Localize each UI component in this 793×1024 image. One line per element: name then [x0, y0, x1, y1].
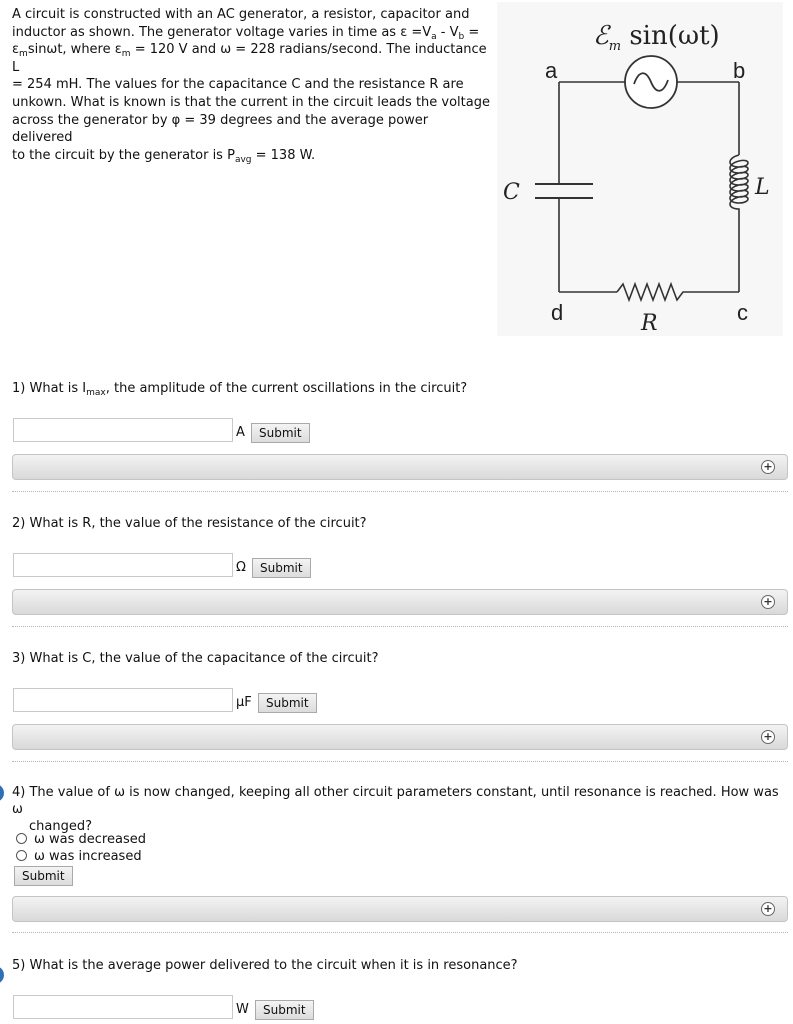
- ac-source-icon: [625, 56, 677, 108]
- q4-option-label: ω was increased: [34, 849, 142, 864]
- q4-option-decreased[interactable]: [16, 832, 146, 848]
- question-4-line-1: 4) The value of ω is now changed, keeping all other circuit parameters constant, until resonance is reached. How was ω: [12, 785, 779, 817]
- problem-line-2: inductor as shown. The generator voltage varies in time as $\varepsilon =V_a - V_b$ =: [12, 24, 480, 42]
- question-5-text: 5) What is the average power delivered to the circuit when it is in resonance?: [12, 958, 518, 973]
- q2-answer-input[interactable]: [13, 553, 233, 577]
- expand-plus-icon[interactable]: +: [761, 730, 775, 744]
- divider: [12, 932, 788, 933]
- node-c-label: c: [737, 300, 748, 325]
- problem-line-5: unkown. What is known is that the current in the circuit leads the voltage: [12, 94, 490, 110]
- node-b-label: b: [733, 58, 746, 83]
- question-3-text: 3) What is C, the value of the capacitance of the circuit?: [12, 651, 379, 666]
- question-marker-icon: [0, 784, 4, 802]
- q5-answer-input[interactable]: [13, 995, 233, 1019]
- divider: [12, 761, 788, 762]
- q2-submit-button[interactable]: Submit: [252, 558, 311, 578]
- problem-line-4: = 254 mH. The values for the capacitance C and the resistance R are: [12, 77, 464, 93]
- q3-hint-bar[interactable]: [12, 724, 788, 750]
- question-1-text: 1) What is $I_{max}$, the amplitude of the current oscillations in the circuit?: [12, 381, 468, 398]
- q1-answer-input[interactable]: [13, 418, 233, 442]
- radio-button-icon[interactable]: [16, 850, 27, 861]
- problem-line-7: to the circuit by the generator is $P_{avg} = 138$ W.: [12, 147, 316, 165]
- q5-submit-button[interactable]: Submit: [255, 1000, 314, 1020]
- divider: [12, 491, 788, 492]
- q4-submit-button[interactable]: Submit: [14, 866, 73, 886]
- q4-option-increased[interactable]: [16, 849, 142, 865]
- question-marker-icon: [0, 966, 4, 984]
- divider: [12, 626, 788, 627]
- q3-submit-button[interactable]: Submit: [258, 693, 317, 713]
- problem-statement: [12, 6, 492, 164]
- expand-plus-icon[interactable]: +: [761, 460, 775, 474]
- source-label: ℰ$_m$ sin(ωt): [593, 21, 720, 54]
- q2-hint-bar[interactable]: [12, 589, 788, 615]
- q1-unit: A: [236, 425, 245, 440]
- capacitor-label: C: [503, 180, 520, 205]
- problem-line-6: across the generator by φ = 39 degrees and the average power delivered: [12, 112, 429, 146]
- problem-line-3: $\varepsilon_m\sin\omega t$, where $\varepsilon_m = 120$ V and ω = 228 radians/second. The inductance L: [12, 42, 487, 75]
- circuit-diagram: [497, 2, 783, 336]
- q1-submit-button[interactable]: Submit: [251, 423, 310, 443]
- node-d-label: d: [551, 300, 564, 325]
- q4-option-label: ω was decreased: [34, 832, 146, 847]
- problem-line-1: A circuit is constructed with an AC generator, a resistor, capacitor and: [12, 7, 470, 22]
- inductor-label: L: [755, 175, 770, 200]
- q3-answer-input[interactable]: [13, 688, 233, 712]
- question-4-line-2: changed?: [29, 819, 92, 834]
- q3-unit: μF: [236, 695, 252, 710]
- q1-hint-bar[interactable]: [12, 454, 788, 480]
- expand-plus-icon[interactable]: +: [761, 902, 775, 916]
- node-a-label: a: [545, 58, 558, 83]
- resistor-label: R: [641, 311, 658, 336]
- q5-unit: W: [236, 1002, 249, 1017]
- question-4-text: [12, 784, 782, 835]
- expand-plus-icon[interactable]: +: [761, 595, 775, 609]
- radio-button-icon[interactable]: [16, 833, 27, 844]
- q4-hint-bar[interactable]: [12, 896, 788, 922]
- question-2-text: 2) What is R, the value of the resistance of the circuit?: [12, 516, 367, 531]
- q2-unit: Ω: [236, 560, 246, 575]
